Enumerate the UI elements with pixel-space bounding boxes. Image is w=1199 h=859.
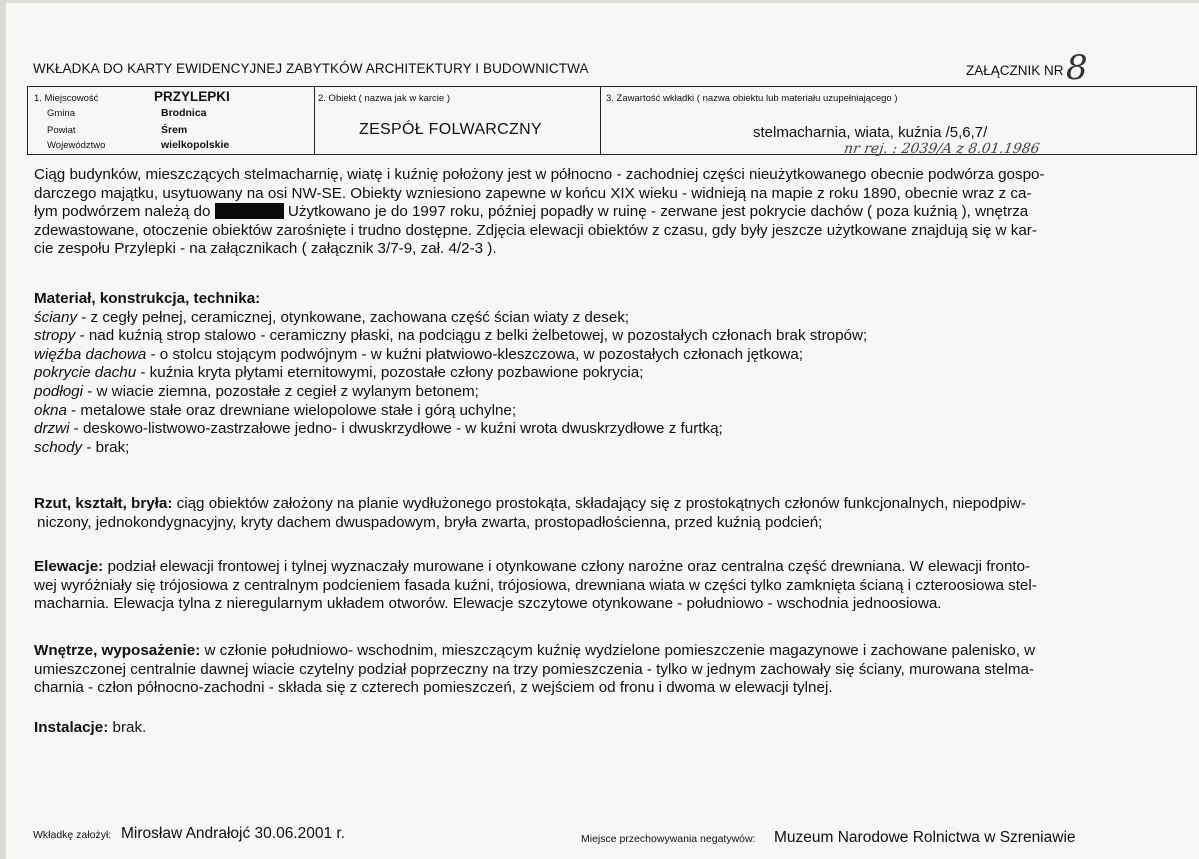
materials-item-walls (34, 309, 1169, 328)
materials-item-doors (34, 420, 1169, 439)
province-label: Województwo (47, 140, 106, 151)
county-label: Powiat (47, 125, 76, 136)
plan-line-2: niczony, jednokondygnacyjny, kryty dachem dwuspadowym, bryła zwarta, prostopadłościenna, przed kuźnią podcień; (37, 513, 823, 531)
materials-text: - z cegły pełnej, ceramicznej, otynkowane, zachowana część ścian wiaty z desek; (77, 308, 630, 326)
materials-heading: Materiał, konstrukcja, technika: (34, 290, 261, 307)
scan-top-edge (0, 0, 1199, 3)
elevations-line-1 (34, 558, 1169, 577)
intro-line-2: darczego majątku, usytuowany na osi NW-SE. Obiekty wzniesiono zapewne w końcu XIX wieku - widnieją na mapie z roku 1890, obecnie wraz z ca- (34, 184, 1032, 202)
contents-label: 3. Zawartość wkładki ( nazwa obiektu lub materiału uzupełniającego ) (606, 93, 898, 104)
installations-section (34, 719, 1169, 738)
province-value: wielkopolskie (161, 139, 230, 151)
handwritten-registry-note: nr rej. : 2039/A z 8.01.1986 (842, 141, 1041, 157)
place-value: PRZYLEPKI (154, 89, 230, 104)
installations-line (34, 719, 1169, 738)
plan-text-1: ciąg obiektów założony na planie wydłużonego prostokąta, składający się z prostokątnych członów funkcjonalnych, niepodpiw- (172, 495, 1026, 512)
plan-heading: Rzut, kształt, bryła: (34, 495, 173, 512)
elevations-section (34, 558, 1169, 614)
materials-text: - w wiacie ziemna, pozostałe z cegieł z wylanym betonem; (82, 382, 479, 400)
intro-line-4: zdewastowane, otoczenie obiektów zarośnięte i trudno dostępne. Zdjęcia elewacji obiektów z czasu, gdy były jeszcze użytkowane znajdują się w kar- (34, 221, 1037, 239)
scan-left-edge (0, 0, 6, 859)
annex-number-handwritten: 8 (1066, 48, 1088, 88)
materials-text: - metalowe stałe oraz drewniane wielopolowe stałe i górą uchylne; (66, 401, 517, 419)
intro-line-3a: łym podwórzem należą do (34, 203, 211, 221)
materials-item-stairs (34, 439, 1169, 458)
negatives-storage-label: Miejsce przechowywania negatywów: (581, 833, 756, 845)
materials-section (34, 290, 1169, 457)
materials-text: - nad kuźnią strop stalowo - ceramiczny płaski, na podciągu z belki żelbetowej, w pozostałych członach brak stropów; (75, 327, 868, 345)
materials-term: schody (34, 438, 83, 456)
interior-section (34, 642, 1169, 698)
materials-term: okna (34, 401, 67, 419)
commune-value: Brodnica (161, 107, 207, 119)
contents-value: stelmacharnia, wiata, kuźnia /5,6,7/ (753, 124, 988, 141)
annex-label: ZAŁĄCZNIK NR (966, 63, 1064, 78)
commune-label: Gmina (47, 108, 75, 119)
materials-text: - brak; (82, 438, 130, 456)
materials-term: więźba dachowa (34, 345, 147, 363)
materials-term: ściany (34, 308, 78, 326)
place-label: 1. Miejscowość (34, 93, 99, 104)
materials-term: pokrycie dachu (34, 364, 137, 382)
intro-line-3b: Użytkowano je do 1997 roku, później popadły w ruinę - zerwane jest pokrycie dachów ( poza kuźnią ), wnętrza (283, 203, 1029, 221)
table-divider-2 (600, 87, 601, 154)
elevations-heading: Elewacje: (34, 558, 104, 575)
materials-item-ceilings (34, 327, 1169, 346)
materials-term: drzwi (34, 420, 70, 438)
plan-section (34, 495, 1169, 532)
object-name: ZESPÓŁ FOLWARCZNY (359, 121, 542, 138)
redacted-owner-block (215, 203, 284, 219)
intro-line-5: cie zespołu Przylepki - na załącznikach ( załącznik 3/7-9, zał. 4/2-3 ). (34, 240, 497, 258)
materials-item-floors (34, 383, 1169, 402)
interior-line-1 (34, 642, 1169, 661)
county-value: Śrem (161, 124, 188, 136)
materials-text: - deskowo-listwowo-zastrzałowe jedno- i dwuskrzydłowe - w kuźni wrota dwuskrzydłowe z furtką; (69, 420, 723, 438)
elevations-line-3: macharnia. Elewacja tylna z nieregularnym układem otworów. Elewacje szczytowe otynkowane - południowo - wschodnia jednoosiowa. (34, 595, 942, 613)
created-by-label: Wkładkę założył: (33, 829, 112, 841)
materials-item-roof-truss (34, 346, 1169, 365)
document-title: WKŁADKA DO KARTY EWIDENCYJNEJ ZABYTKÓW ARCHITEKTURY I BUDOWNICTWA (33, 61, 589, 76)
materials-item-windows (34, 402, 1169, 421)
table-divider-1 (314, 87, 315, 154)
negatives-storage-value: Muzeum Narodowe Rolnictwa w Szreniawie (774, 829, 1076, 846)
created-by-value: Mirosław Andrałojć 30.06.2001 r. (121, 825, 346, 842)
installations-text: brak. (108, 719, 147, 736)
interior-heading: Wnętrze, wyposażenie: (34, 642, 201, 659)
materials-term: podłogi (34, 382, 83, 400)
elevations-line-2: wej wyróżniały się trójosiowa z centralnym podcieniem fasada kuźni, trójosiowa, drewniana wiata w części tylko zamknięta ścianą i czteroosiowa stel- (34, 576, 1037, 594)
interior-line-3: charnia - człon północno-zachodni - składa się z czterech pomieszczeń, z wejściem od fronu i dwoma w elewacji tylnej. (34, 679, 833, 697)
intro-paragraph (34, 166, 1169, 259)
intro-line-1: Ciąg budynków, mieszczących stelmacharnię, wiatę i kuźnię położony jest w północno - zachodniej części nieużytkowanego obecnie podwórza gospo- (34, 166, 1045, 183)
interior-text-1: w członie południowo- wschodnim, mieszczącym kuźnię wydzielone pomieszczenie magazynowe i zachowane palenisko, w (200, 642, 1036, 659)
object-label: 2. Obiekt ( nazwa jak w karcie ) (318, 93, 450, 104)
installations-heading: Instalacje: (34, 719, 109, 736)
intro-line-3 (34, 203, 1169, 222)
elevations-text-1: podział elewacji frontowej i tylnej wyznaczały murowane i otynkowane człony narożne oraz centralna część drewniana. W elewacji fronto- (103, 558, 1031, 575)
interior-line-2: umieszczonej centralnie dawnej wiacie czytelny podział poprzeczny na trzy pomieszczenia - tylko w jednym zachowały się ściany, murowana stelma- (34, 660, 1034, 678)
materials-text: - kuźnia kryta płytami eternitowymi, pozostałe człony pozbawione pokrycia; (136, 364, 644, 382)
materials-term: stropy (34, 327, 76, 345)
plan-line-1 (34, 495, 1169, 514)
materials-item-roofing (34, 364, 1169, 383)
materials-text: - o stolcu stojącym podwójnym - w kuźni płatwiowo-kleszczowa, w pozostałych członach jętkowa; (146, 345, 803, 363)
info-table (27, 86, 1197, 155)
